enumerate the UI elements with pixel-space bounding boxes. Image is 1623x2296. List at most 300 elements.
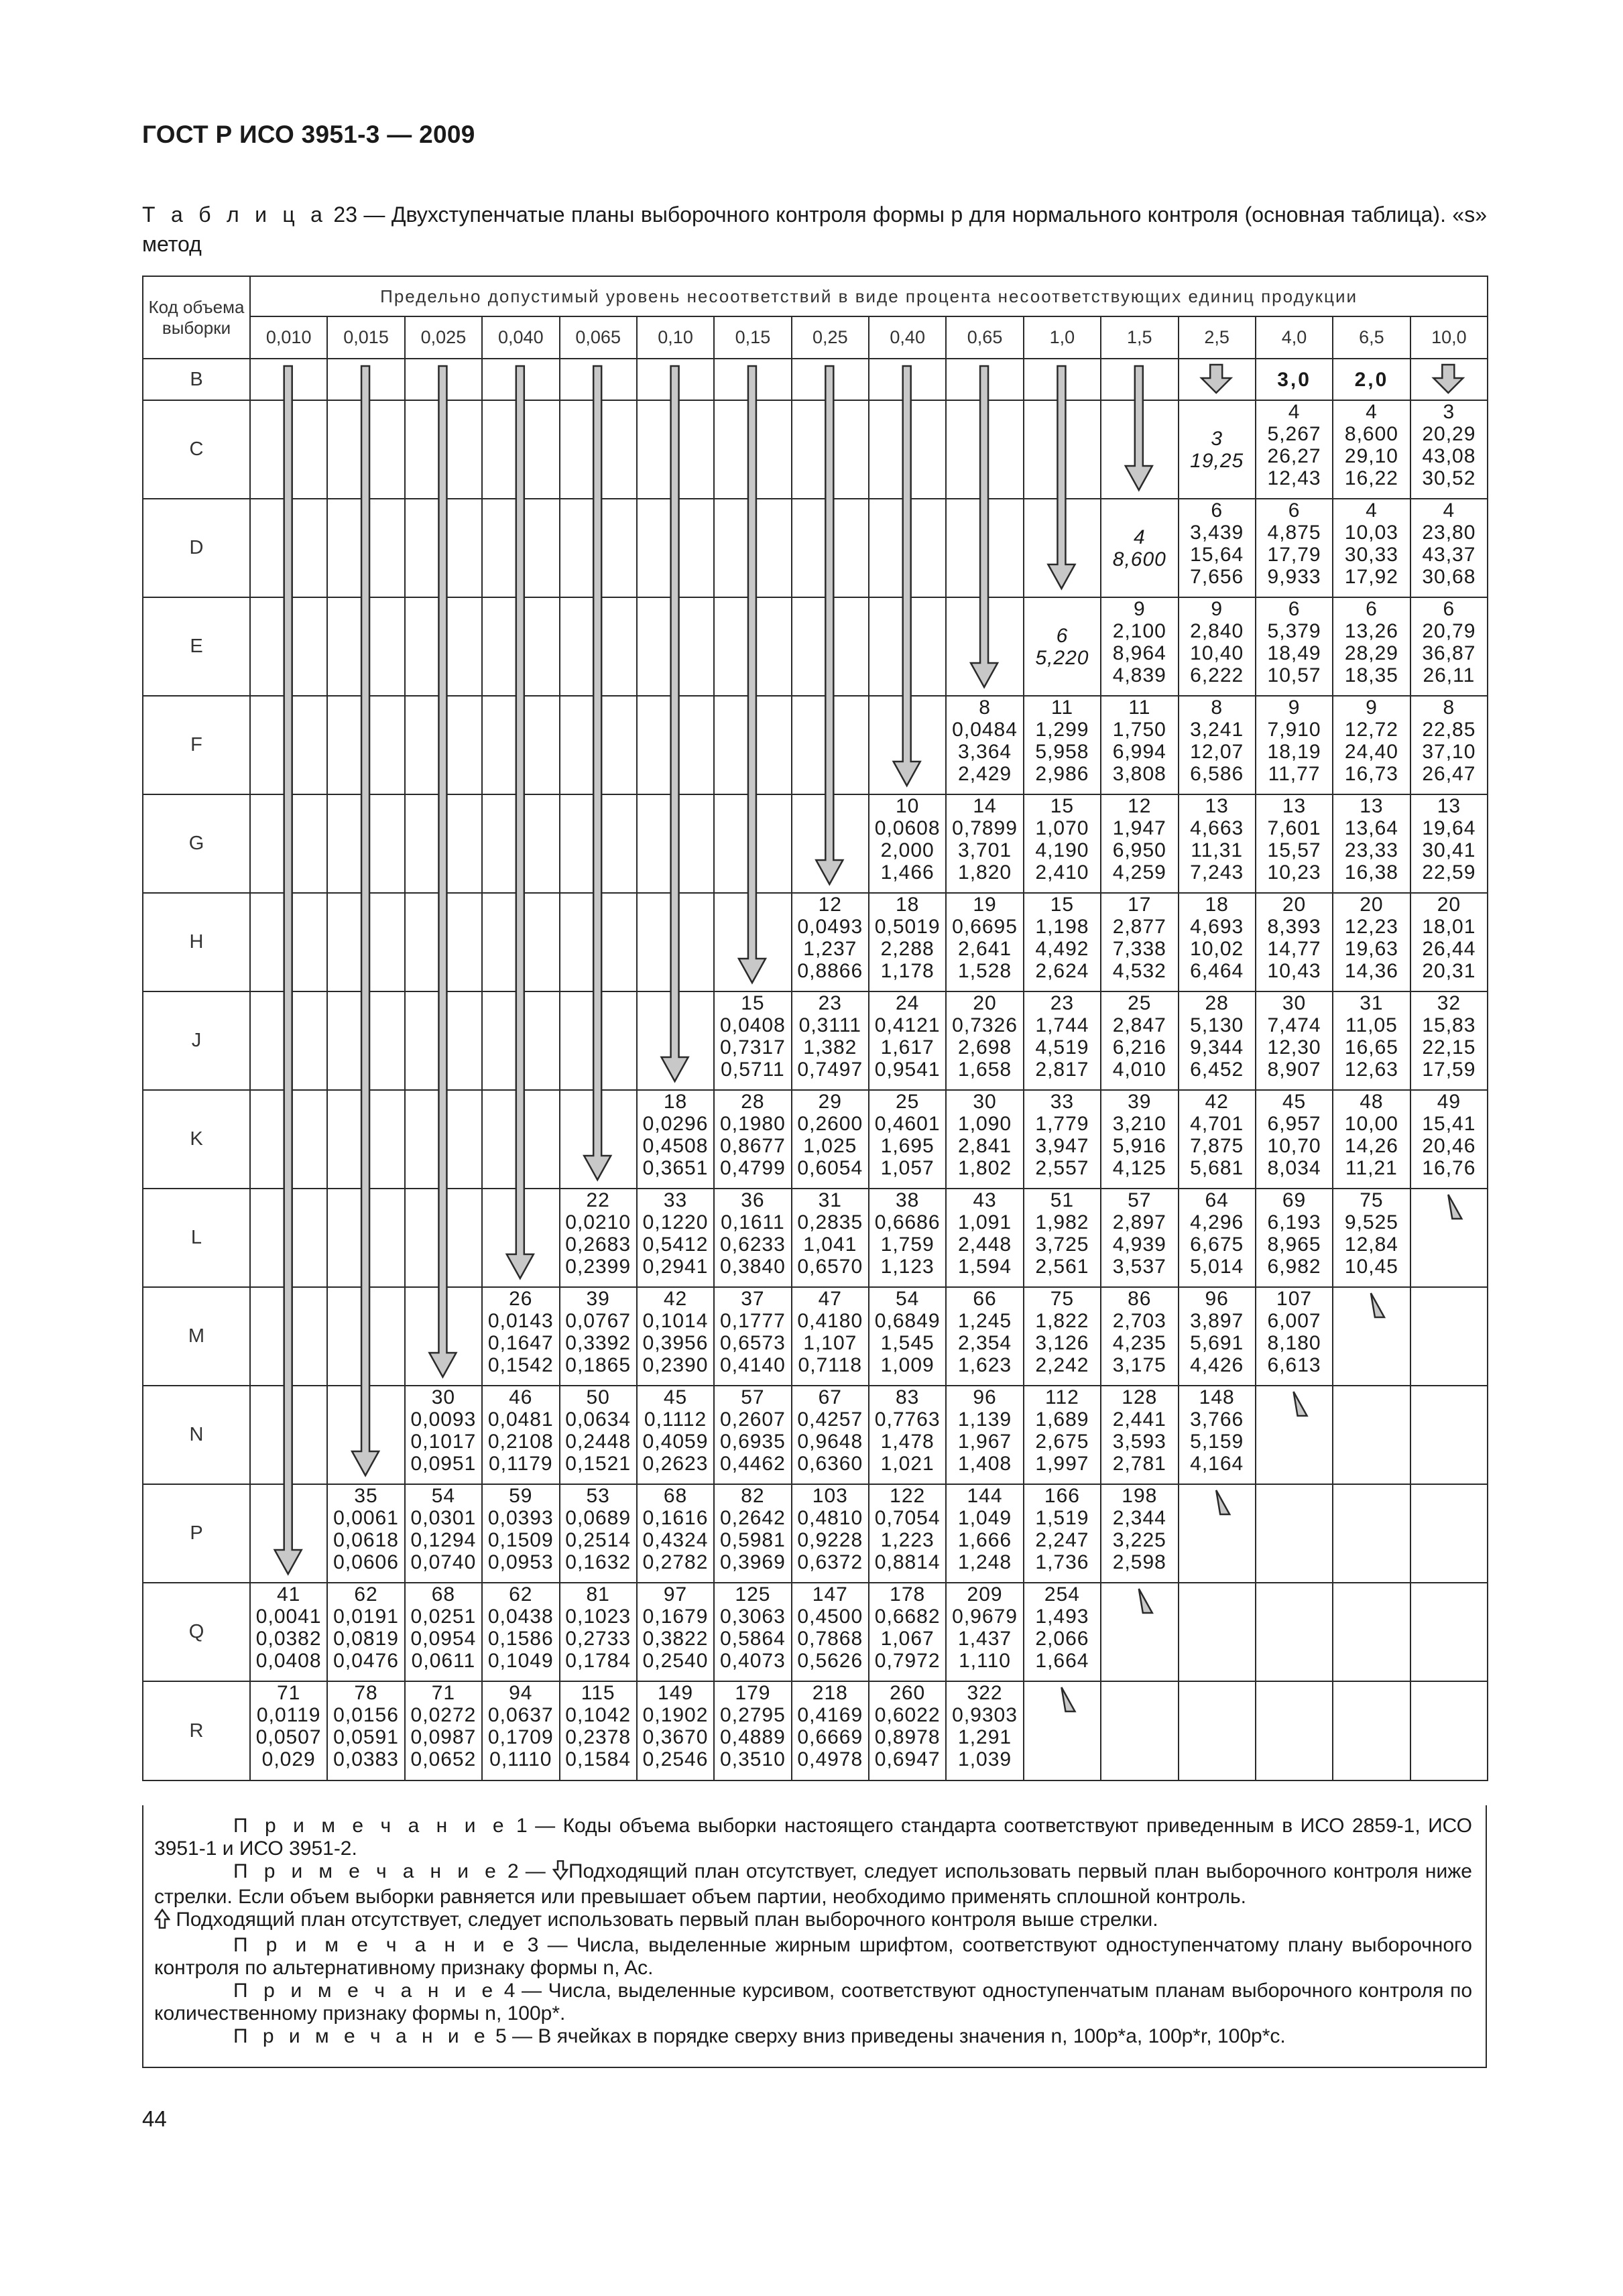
plan-value: 0,1980 xyxy=(720,1113,786,1135)
plan-value: 0,8866 xyxy=(797,960,863,982)
plan-cell xyxy=(1333,794,1410,893)
plan-cell xyxy=(869,1189,946,1287)
plan-cell xyxy=(869,1484,946,1583)
plan-value: 0,5711 xyxy=(721,1059,785,1081)
plan-value: 2,066 xyxy=(1035,1628,1089,1650)
plan-value: 13 xyxy=(1437,795,1461,817)
plan-value: 0,0652 xyxy=(410,1748,477,1770)
plan-value: 0,9303 xyxy=(952,1704,1018,1726)
plan-value: 6 xyxy=(1056,624,1069,647)
plan-cell xyxy=(1410,794,1488,893)
plan-cell xyxy=(482,359,559,400)
plan-cell xyxy=(1256,794,1333,893)
plan-cell xyxy=(1256,1287,1333,1386)
plan-value: 1,057 xyxy=(880,1157,935,1179)
plan-value: 37,10 xyxy=(1422,741,1476,763)
plan-cell xyxy=(327,597,404,696)
plan-value: 1,198 xyxy=(1035,916,1089,938)
plan-cell xyxy=(1256,1583,1333,1681)
plan-value: 9 xyxy=(1288,697,1301,719)
plan-value: 2,247 xyxy=(1035,1529,1089,1551)
plan-value: 2,897 xyxy=(1112,1211,1166,1233)
plan-cell xyxy=(637,400,714,499)
plan-value: 6 xyxy=(1366,598,1378,620)
plan-cell xyxy=(946,991,1023,1090)
plan-value: 0,0954 xyxy=(410,1628,477,1650)
plan-cell xyxy=(637,794,714,893)
plan-cell xyxy=(1410,893,1488,991)
plan-value: 25 xyxy=(896,1091,920,1113)
plan-value: 0,1586 xyxy=(487,1628,554,1650)
plan-value: 3,766 xyxy=(1190,1408,1244,1431)
plan-cell xyxy=(482,1287,559,1386)
sample-size-code: N xyxy=(143,1386,250,1484)
plan-value: 0,2378 xyxy=(565,1726,632,1748)
plan-cell xyxy=(560,499,637,597)
plan-value: 0,0951 xyxy=(410,1453,477,1475)
plan-value: 7,243 xyxy=(1190,861,1244,884)
plan-cell xyxy=(1024,696,1101,794)
plan-cell xyxy=(560,400,637,499)
plan-value: 0,6686 xyxy=(874,1211,941,1233)
plan-cell xyxy=(869,1090,946,1189)
plan-cell xyxy=(1256,1386,1333,1484)
plan-value: 0,4257 xyxy=(797,1408,863,1431)
plan-cell xyxy=(560,1090,637,1189)
plan-value: 0,7326 xyxy=(952,1014,1018,1036)
plan-cell xyxy=(560,1386,637,1484)
plan-cell xyxy=(327,400,404,499)
plan-value: 0,0634 xyxy=(565,1408,632,1431)
plan-value: 4,519 xyxy=(1035,1036,1089,1059)
plan-value: 26,11 xyxy=(1423,664,1476,686)
plan-value: 3,225 xyxy=(1112,1529,1166,1551)
plan-cell xyxy=(1410,400,1488,499)
plan-value: 1,997 xyxy=(1035,1453,1089,1475)
plan-value: 2,703 xyxy=(1112,1310,1166,1332)
plan-value: 0,4324 xyxy=(642,1529,709,1551)
plan-cell xyxy=(637,696,714,794)
plan-cell xyxy=(637,893,714,991)
plan-value: 0,6054 xyxy=(797,1157,863,1179)
plan-value: 1,982 xyxy=(1035,1211,1089,1233)
aql-header: 0,40 xyxy=(869,316,946,359)
plan-value: 4,532 xyxy=(1112,960,1166,982)
plan-cell xyxy=(637,991,714,1090)
table-row xyxy=(143,893,1488,991)
plan-value: 0,0382 xyxy=(255,1628,322,1650)
down-arrow-icon xyxy=(552,1860,568,1886)
plan-value: 1,382 xyxy=(803,1036,857,1059)
plan-value: 1,759 xyxy=(880,1233,935,1256)
plan-value: 18,01 xyxy=(1422,916,1476,938)
sample-size-code: L xyxy=(143,1189,250,1287)
plan-value: 0,4810 xyxy=(797,1507,863,1529)
plan-cell xyxy=(482,1484,559,1583)
plan-value: 0,7972 xyxy=(874,1650,941,1672)
plan-value: 2,986 xyxy=(1035,763,1089,785)
plan-value: 0,6573 xyxy=(720,1332,786,1354)
aql-header: 0,065 xyxy=(560,316,637,359)
plan-cell xyxy=(1410,1287,1488,1386)
plan-value: 22 xyxy=(586,1189,610,1211)
plan-cell xyxy=(946,1484,1023,1583)
plan-value: 0,1220 xyxy=(642,1211,709,1233)
plan-value: 0,1509 xyxy=(487,1529,554,1551)
plan-value: 0,0093 xyxy=(410,1408,477,1431)
plan-value: 7,474 xyxy=(1267,1014,1321,1036)
plan-value: 17,59 xyxy=(1422,1059,1476,1081)
plan-value: 36 xyxy=(741,1189,765,1211)
plan-value: 0,5019 xyxy=(874,916,941,938)
plan-cell xyxy=(1101,1287,1178,1386)
plan-cell xyxy=(792,499,869,597)
plan-value: 68 xyxy=(431,1583,456,1606)
plan-value: 1,090 xyxy=(958,1113,1012,1135)
plan-value: 22,59 xyxy=(1422,861,1476,884)
plan-cell xyxy=(1333,359,1410,400)
plan-cell xyxy=(327,991,404,1090)
plan-value: 67 xyxy=(818,1386,842,1408)
plan-value: 0,0689 xyxy=(565,1507,632,1529)
plan-cell xyxy=(482,794,559,893)
plan-value: 0,1023 xyxy=(565,1606,632,1628)
plan-value: 0,2546 xyxy=(642,1748,709,1770)
plan-cell xyxy=(482,1189,559,1287)
plan-value: 10,23 xyxy=(1267,861,1321,884)
plan-value: 39 xyxy=(586,1288,610,1310)
plan-value: 0,4601 xyxy=(874,1113,941,1135)
plan-value: 59 xyxy=(509,1485,533,1507)
aql-header: 0,25 xyxy=(792,316,869,359)
plan-value: 5,159 xyxy=(1190,1431,1244,1453)
plan-value: 0,0383 xyxy=(333,1748,399,1770)
plan-value: 4 xyxy=(1133,526,1146,548)
plan-value: 1,623 xyxy=(958,1354,1012,1376)
plan-value: 0,2941 xyxy=(642,1256,709,1278)
plan-value: 144 xyxy=(967,1485,1003,1507)
plan-value: 46 xyxy=(509,1386,533,1408)
plan-value: 148 xyxy=(1199,1386,1235,1408)
plan-value: 0,0061 xyxy=(333,1507,399,1529)
plan-value: 64 xyxy=(1205,1189,1229,1211)
plan-cell xyxy=(792,1287,869,1386)
note-2: П р и м е ч а н и е 2 — Подходящий план отсутствует, следует использовать первый план выборочного контроля ниже стрелки. Если объем выборки равняется или превышает объем партии, необходимо применять сплошной контроль. Подходящий план отсутствует, следует использовать первый план выборочного контроля выше стрелки. xyxy=(154,1860,1472,1934)
plan-value: 86 xyxy=(1128,1288,1152,1310)
plan-cell xyxy=(1101,1583,1178,1681)
plan-cell xyxy=(1101,1681,1178,1780)
plan-cell xyxy=(1024,1189,1101,1287)
plan-cell xyxy=(560,794,637,893)
plan-value: 2,675 xyxy=(1035,1431,1089,1453)
plan-cell xyxy=(792,597,869,696)
plan-cell xyxy=(1333,1090,1410,1189)
plan-value: 6 xyxy=(1211,499,1223,522)
plan-cell xyxy=(560,991,637,1090)
plan-value: 6,452 xyxy=(1190,1059,1244,1081)
plan-cell xyxy=(1179,696,1256,794)
plan-value: 0,0507 xyxy=(255,1726,322,1748)
plan-value: 8 xyxy=(979,697,991,719)
plan-cell xyxy=(1024,1287,1101,1386)
plan-value: 82 xyxy=(741,1485,765,1507)
plan-value: 10,45 xyxy=(1344,1256,1398,1278)
plan-cell xyxy=(946,1287,1023,1386)
plan-cell xyxy=(869,1681,946,1780)
plan-cell xyxy=(1256,1484,1333,1583)
plan-value: 11,31 xyxy=(1191,839,1244,861)
plan-value: 16,76 xyxy=(1422,1157,1476,1179)
plan-value: 2,429 xyxy=(958,763,1012,785)
plan-value: 3 xyxy=(1211,427,1223,450)
plan-value: 47 xyxy=(818,1288,842,1310)
plan-cell xyxy=(637,359,714,400)
plan-value: 1,947 xyxy=(1112,817,1166,839)
plan-cell xyxy=(1101,1189,1178,1287)
plan-value: 1,291 xyxy=(958,1726,1012,1748)
plan-value: 4,939 xyxy=(1112,1233,1166,1256)
plan-cell xyxy=(714,1090,791,1189)
plan-value: 0,3969 xyxy=(720,1551,786,1573)
plan-value: 1,664 xyxy=(1035,1650,1089,1672)
plan-cell xyxy=(869,1583,946,1681)
plan-value: 1,408 xyxy=(958,1453,1012,1475)
plan-value: 38 xyxy=(896,1189,920,1211)
plan-value: 178 xyxy=(890,1583,926,1606)
plan-value: 2,0 xyxy=(1354,368,1389,391)
plan-value: 19 xyxy=(973,894,997,916)
plan-value: 0,0301 xyxy=(410,1507,477,1529)
sample-size-code: K xyxy=(143,1090,250,1189)
aql-header: 4,0 xyxy=(1256,316,1333,359)
plan-cell xyxy=(714,1287,791,1386)
plan-value: 3,808 xyxy=(1112,763,1166,785)
sample-size-code: B xyxy=(143,359,250,400)
plan-cell xyxy=(327,1189,404,1287)
table-row xyxy=(143,696,1488,794)
plan-value: 17,79 xyxy=(1267,544,1321,566)
plan-value: 6,007 xyxy=(1267,1310,1321,1332)
plan-value: 5,958 xyxy=(1035,741,1089,763)
plan-value: 254 xyxy=(1044,1583,1080,1606)
plan-cell xyxy=(946,893,1023,991)
plan-value: 0,3111 xyxy=(798,1014,861,1036)
plan-cell xyxy=(327,794,404,893)
plan-value: 1,822 xyxy=(1035,1310,1089,1332)
plan-cell xyxy=(792,359,869,400)
plan-cell xyxy=(792,991,869,1090)
plan-cell xyxy=(1024,499,1101,597)
plan-value: 0,2600 xyxy=(797,1113,863,1135)
plan-value: 149 xyxy=(658,1682,694,1704)
plan-cell xyxy=(869,597,946,696)
plan-value: 33 xyxy=(1050,1091,1075,1113)
plan-value: 3,947 xyxy=(1035,1135,1089,1157)
plan-value: 103 xyxy=(812,1485,848,1507)
plan-value: 0,0393 xyxy=(487,1507,554,1529)
plan-cell xyxy=(405,893,482,991)
plan-value: 23,33 xyxy=(1344,839,1398,861)
plan-value: 12,23 xyxy=(1344,916,1398,938)
plan-value: 179 xyxy=(735,1682,771,1704)
plan-value: 8,964 xyxy=(1112,642,1166,664)
plan-cell xyxy=(1101,499,1178,597)
plan-value: 12,43 xyxy=(1267,467,1321,489)
plan-value: 2,410 xyxy=(1035,861,1089,884)
plan-value: 12,84 xyxy=(1344,1233,1398,1256)
plan-cell xyxy=(1256,991,1333,1090)
plan-cell xyxy=(1179,597,1256,696)
plan-value: 115 xyxy=(581,1682,615,1704)
plan-value: 0,1777 xyxy=(720,1310,786,1332)
aql-header: 0,15 xyxy=(714,316,791,359)
plan-value: 0,0618 xyxy=(333,1529,399,1551)
plan-value: 62 xyxy=(354,1583,378,1606)
table-row xyxy=(143,499,1488,597)
plan-value: 0,2782 xyxy=(642,1551,709,1573)
plan-value: 4,259 xyxy=(1112,861,1166,884)
plan-value: 0,1632 xyxy=(565,1551,632,1573)
up-arrow-icon xyxy=(154,1909,170,1934)
plan-value: 0,4180 xyxy=(797,1310,863,1332)
plan-value: 1,695 xyxy=(880,1135,935,1157)
plan-value: 0,0611 xyxy=(411,1650,476,1672)
plan-value: 23,80 xyxy=(1422,522,1476,544)
plan-value: 81 xyxy=(586,1583,610,1606)
plan-cell xyxy=(637,1090,714,1189)
plan-value: 112 xyxy=(1045,1386,1079,1408)
plan-cell xyxy=(560,696,637,794)
plan-value: 0,0987 xyxy=(410,1726,477,1748)
plan-value: 0,1294 xyxy=(410,1529,477,1551)
plan-value: 0,2448 xyxy=(565,1431,632,1453)
table-row xyxy=(143,1484,1488,1583)
plan-value: 14,26 xyxy=(1344,1135,1398,1157)
plan-value: 3,439 xyxy=(1190,522,1244,544)
plan-cell xyxy=(946,1090,1023,1189)
plan-value: 1,049 xyxy=(958,1507,1012,1529)
plan-value: 2,877 xyxy=(1112,916,1166,938)
plan-value: 1,110 xyxy=(959,1650,1011,1672)
plan-cell xyxy=(405,359,482,400)
plan-value: 8 xyxy=(1443,697,1455,719)
plan-value: 6,950 xyxy=(1112,839,1166,861)
plan-cell xyxy=(560,1484,637,1583)
plan-value: 23 xyxy=(1050,992,1075,1014)
plan-value: 42 xyxy=(663,1288,688,1310)
plan-value: 0,0819 xyxy=(333,1628,399,1650)
plan-cell xyxy=(637,1386,714,1484)
plan-cell xyxy=(869,1287,946,1386)
plan-cell xyxy=(560,597,637,696)
plan-cell xyxy=(1256,1090,1333,1189)
plan-value: 209 xyxy=(967,1583,1003,1606)
plan-value: 3,241 xyxy=(1190,719,1244,741)
plan-value: 322 xyxy=(967,1682,1003,1704)
plan-value: 2,354 xyxy=(958,1332,1012,1354)
plan-value: 50 xyxy=(586,1386,610,1408)
plan-value: 19,63 xyxy=(1344,938,1398,960)
plan-value: 5,916 xyxy=(1112,1135,1166,1157)
plan-value: 20,31 xyxy=(1422,960,1476,982)
plan-cell xyxy=(637,499,714,597)
sample-size-code: D xyxy=(143,499,250,597)
plan-value: 1,478 xyxy=(880,1431,935,1453)
plan-value: 43,37 xyxy=(1422,544,1476,566)
plan-value: 1,744 xyxy=(1035,1014,1089,1036)
plan-value: 54 xyxy=(431,1485,456,1507)
plan-value: 10,57 xyxy=(1267,664,1321,686)
plan-value: 6,216 xyxy=(1112,1036,1166,1059)
plan-value: 218 xyxy=(812,1682,848,1704)
plan-cell xyxy=(869,499,946,597)
caption-prefix: Т а б л и ц а xyxy=(142,202,327,227)
table-caption xyxy=(142,200,1487,259)
plan-cell xyxy=(1179,1189,1256,1287)
plan-value: 4,701 xyxy=(1190,1113,1244,1135)
plan-value: 11 xyxy=(1050,697,1074,719)
table-row xyxy=(143,400,1488,499)
plan-cell xyxy=(869,1386,946,1484)
plan-value: 51 xyxy=(1050,1189,1075,1211)
plan-value: 0,2835 xyxy=(797,1211,863,1233)
plan-value: 0,1110 xyxy=(489,1748,552,1770)
plan-cell xyxy=(1410,1484,1488,1583)
table-row xyxy=(143,1386,1488,1484)
plan-value: 71 xyxy=(277,1682,301,1704)
plan-cell xyxy=(405,696,482,794)
plan-value: 22,85 xyxy=(1422,719,1476,741)
plan-value: 0,4121 xyxy=(874,1014,941,1036)
plan-value: 15,83 xyxy=(1422,1014,1476,1036)
plan-value: 0,8814 xyxy=(874,1551,941,1573)
plan-value: 10,70 xyxy=(1267,1135,1321,1157)
plan-value: 53 xyxy=(586,1485,610,1507)
plan-value: 1,107 xyxy=(803,1332,857,1354)
table-row xyxy=(143,597,1488,696)
table-row xyxy=(143,1681,1488,1780)
plan-value: 20 xyxy=(973,992,997,1014)
plan-cell xyxy=(1410,1583,1488,1681)
plan-value: 0,6669 xyxy=(797,1726,863,1748)
plan-value: 1,545 xyxy=(880,1332,935,1354)
plan-value: 9,525 xyxy=(1344,1211,1398,1233)
sample-size-code: R xyxy=(143,1681,250,1780)
sampling-plans-table xyxy=(142,276,1488,1781)
plan-cell xyxy=(714,991,791,1090)
plan-cell xyxy=(714,1386,791,1484)
plan-value: 78 xyxy=(354,1682,378,1704)
plan-value: 10 xyxy=(896,795,920,817)
plan-cell xyxy=(1179,1583,1256,1681)
plan-cell xyxy=(1179,1386,1256,1484)
plan-value: 49 xyxy=(1437,1091,1461,1113)
plan-cell xyxy=(560,1189,637,1287)
sample-size-code: M xyxy=(143,1287,250,1386)
plan-cell xyxy=(1333,893,1410,991)
plan-value: 9 xyxy=(1366,697,1378,719)
plan-value: 0,3651 xyxy=(642,1157,709,1179)
plan-value: 1,178 xyxy=(880,960,935,982)
plan-value: 19,64 xyxy=(1422,817,1476,839)
plan-value: 0,3510 xyxy=(720,1748,786,1770)
plan-cell xyxy=(327,1386,404,1484)
plan-cell xyxy=(405,1189,482,1287)
plan-value: 1,041 xyxy=(803,1233,857,1256)
plan-value: 2,598 xyxy=(1112,1551,1166,1573)
sample-size-code: E xyxy=(143,597,250,696)
plan-value: 6,994 xyxy=(1112,741,1166,763)
